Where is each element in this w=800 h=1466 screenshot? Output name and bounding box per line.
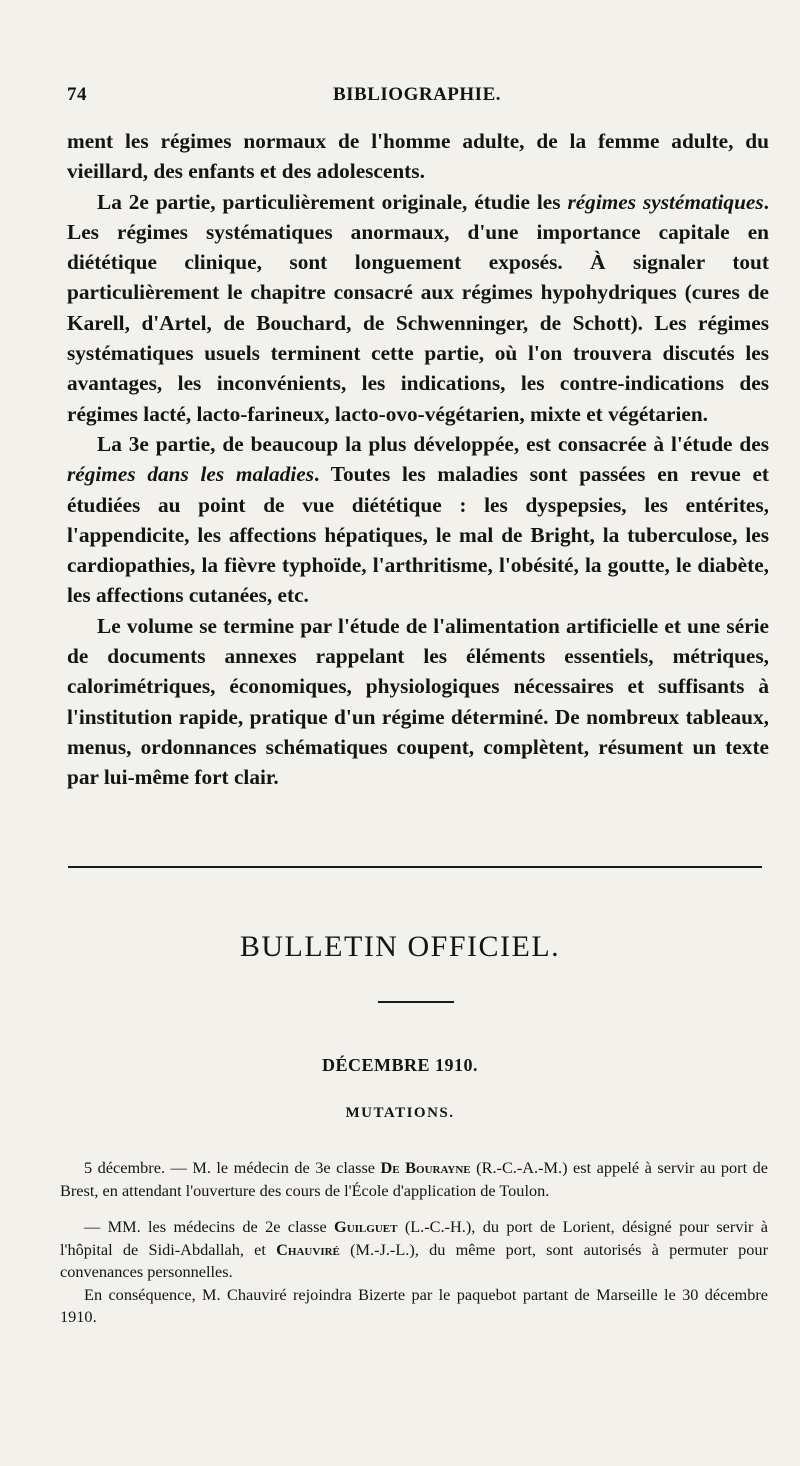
entry-2-name-1: Guilguet <box>334 1217 398 1236</box>
review-p3-emphasis: régimes dans les maladies <box>67 462 315 487</box>
review-paragraph-1: ment les régimes normaux de l'homme adulte, de la femme adulte, du vieillard, des enfants et des adolescents. <box>67 129 769 184</box>
entry-2-end: (M.-J.-L.), du même port, sont autorisés à permuter pour convenances personnelles. <box>60 1239 768 1281</box>
running-header <box>67 84 767 118</box>
title-underline <box>378 1001 454 1003</box>
review-paragraph-3 <box>67 429 769 611</box>
review-p3-end: . Toutes les maladies sont passées en revue et étudiées au point de vue diététique : les dyspepsies, les entérites, l'appendicite, les affections hépatiques, le mal de Bright, la tuberculose, les cardiopathies, la fièvre typhoïde, l'arthritisme, l'obésité, la goutte, le diabète, les affections cutanées, etc. <box>67 462 769 608</box>
review-p2-end: . Les régimes systématiques anormaux, d'une importance capitale en diététique clinique, sont longuement exposés. À signaler tout particulièrement le chapitre consacré aux régimes hypohydriques (cures de Karell, d'Artel, de Bouchard, de Schwenninger, de Schott). Les régimes systématiques usuels terminent cette partie, où l'on trouvera discutés les avantages, les inconvénients, les indications, les contre-indications des régimes lacté, lacto-farineux, lacto-ovo-végétarien, mixte et végétarien. <box>67 189 769 426</box>
review-paragraph-4: Le volume se termine par l'étude de l'alimentation artificielle et une série de documents annexes rappelant les éléments essentiels, métriques, calorimétriques, économiques, physiologiques nécessaires et suffisants à l'institution rapide, pratique d'un régime déterminé. De nombreux tableaux, menus, ordonnances schématiques coupent, complètent, résument un texte par lui-même fort clair. <box>67 613 769 790</box>
review-text <box>67 126 769 793</box>
mutation-entry-2 <box>60 1216 768 1284</box>
mutation-entry-1 <box>60 1157 768 1202</box>
review-p2-emphasis: régimes systématiques <box>567 189 764 214</box>
review-paragraph-2 <box>67 187 769 429</box>
bulletin-title: BULLETIN OFFICIEL. <box>239 930 561 963</box>
section-divider <box>68 866 762 868</box>
page-number: 74 <box>67 84 87 105</box>
entry-2-middle: (L.-C.-H.), du port de Lorient, désigné pour servir à l'hôpital de Sidi-Abdallah, et <box>60 1217 769 1259</box>
review-p2-start: La 2e partie, particulièrement originale, étudie les <box>97 189 568 214</box>
mutations-text <box>60 1157 768 1329</box>
review-p3-start: La 3e partie, de beaucoup la plus développée, est consacrée à l'étude des <box>97 431 769 456</box>
running-title: BIBLIOGRAPHIE. <box>332 84 501 105</box>
entry-2-start: — MM. les médecins de 2e classe <box>84 1217 335 1236</box>
entry-1-end: (R.-C.-A.-M.) est appelé à servir au port de Brest, en attendant l'ouverture des cours de l'École d'application de Toulon. <box>60 1158 769 1200</box>
entry-1-start: 5 décembre. — M. le médecin de 3e classe <box>84 1158 381 1177</box>
mutation-entry-3: En conséquence, M. Chauviré rejoindra Bizerte par le paquebot partant de Marseille le 30 décembre 1910. <box>60 1284 768 1326</box>
section-heading: MUTATIONS. <box>345 1105 455 1121</box>
entry-1-name: De Bourayne <box>380 1158 471 1177</box>
bulletin-month: DÉCEMBRE 1910. <box>321 1055 478 1075</box>
entry-2-name-2: Chauviré <box>276 1239 340 1259</box>
